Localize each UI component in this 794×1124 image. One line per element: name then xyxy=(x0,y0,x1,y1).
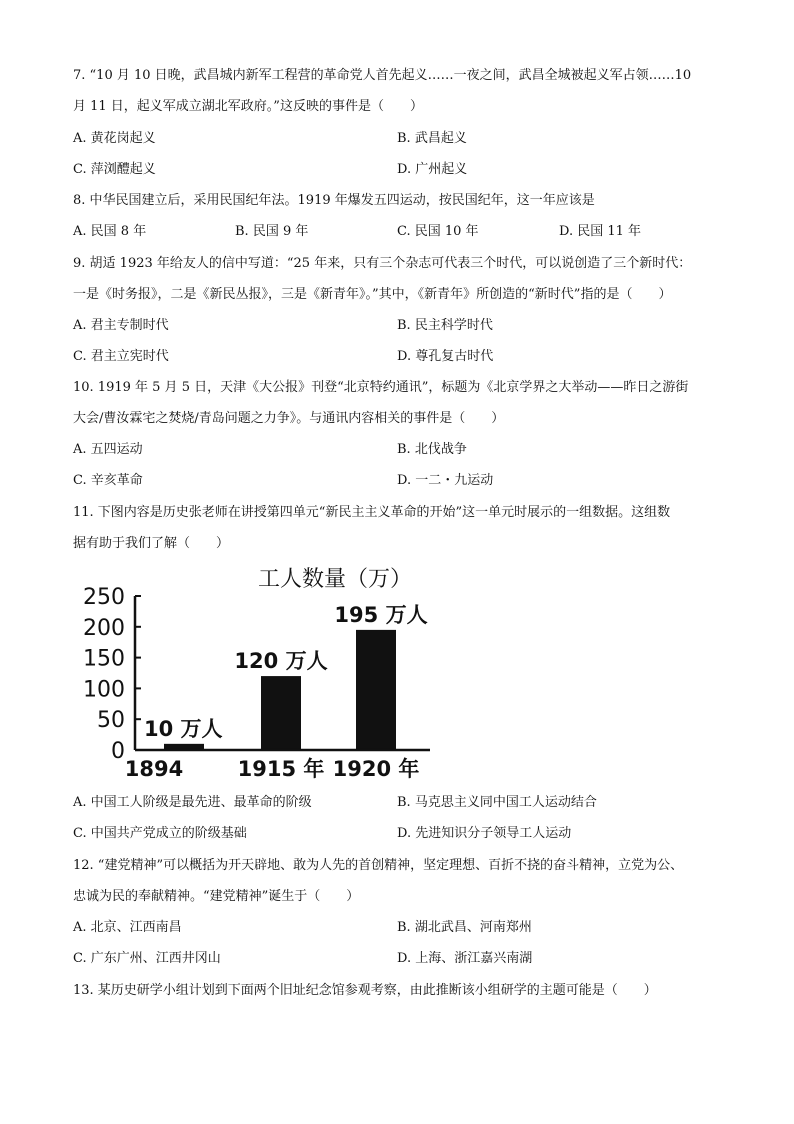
q10-option-b[interactable]: B. 北伐战争 xyxy=(397,442,467,457)
q7-option-a[interactable]: A. 黄花岗起义 xyxy=(73,131,156,146)
q12-option-a[interactable]: A. 北京、江西南昌 xyxy=(73,920,182,935)
q10-option-c[interactable]: C. 辛亥革命 xyxy=(73,473,143,488)
q12-option-b[interactable]: B. 湖北武昌、河南郑州 xyxy=(397,920,532,935)
q7-option-b[interactable]: B. 武昌起义 xyxy=(397,131,467,146)
chart-title: 工人数量（万） xyxy=(257,567,413,592)
q7-line-2: 月 11 日，起义军成立湖北军政府。”这反映的事件是（ ） xyxy=(73,99,423,114)
q12-option-d[interactable]: D. 上海、浙江嘉兴南湖 xyxy=(397,951,533,966)
q12-line-2: 忠诚为民的奉献精神。“建党精神”诞生于（ ） xyxy=(73,889,360,904)
q12-option-c[interactable]: C. 广东广州、江西井冈山 xyxy=(73,951,221,966)
q7-option-d[interactable]: D. 广州起义 xyxy=(397,162,468,177)
q9-line-2: 一是《时务报》，二是《新民丛报》，三是《新青年》。”其中，《新青年》所创造的“新时代”指的是（ ） xyxy=(73,287,672,302)
x-tick-label: 1915 年 xyxy=(237,757,325,781)
q9-option-d[interactable]: D. 尊孔复古时代 xyxy=(397,349,494,364)
y-tick-label: 100 xyxy=(83,677,125,703)
q10-option-d[interactable]: D. 一二・九运动 xyxy=(397,473,494,488)
y-tick-label: 0 xyxy=(111,739,125,764)
q8-option-d[interactable]: D. 民国 11 年 xyxy=(559,224,642,239)
y-tick-label: 50 xyxy=(97,708,125,734)
q7-option-c[interactable]: C. 萍浏醴起义 xyxy=(73,162,156,177)
q8-option-b[interactable]: B. 民国 9 年 xyxy=(235,224,309,239)
y-tick-label: 200 xyxy=(83,615,125,641)
x-tick-label: 1894 xyxy=(124,757,184,781)
q10-line-1: 10. 1919 年 5 月 5 日，天津《大公报》刊登“北京特约通讯”，标题为《北京学界之大举动——昨日之游街 xyxy=(73,380,689,395)
q12-line-1: 12. “建党精神”可以概括为开天辟地、敢为人先的首创精神，坚定理想、百折不挠的奋斗精神，立党为公、 xyxy=(73,858,684,873)
bar xyxy=(356,630,396,750)
q11-line-2: 据有助于我们了解（ ） xyxy=(73,536,230,551)
q10-line-2: 大会/曹汝霖宅之焚烧/青岛问题之力争》。与通讯内容相关的事件是（ ） xyxy=(73,411,505,426)
q9-option-b[interactable]: B. 民主科学时代 xyxy=(397,318,493,333)
workers-bar-chart xyxy=(70,562,470,784)
q7-line-1: 7. “10 月 10 日晚，武昌城内新军工程营的革命党人首先起义……一夜之间，武昌全城被起义军占领……10 xyxy=(73,68,692,83)
q11-option-b[interactable]: B. 马克思主义同中国工人运动结合 xyxy=(397,795,597,810)
q11-option-d[interactable]: D. 先进知识分子领导工人运动 xyxy=(397,826,572,841)
data-label: 10 万人 xyxy=(144,716,223,741)
q11-line-1: 11. 下图内容是历史张老师在讲授第四单元“新民主主义革命的开始”这一单元时展示的一组数据。这组数 xyxy=(73,505,671,520)
data-label: 120 万人 xyxy=(234,649,328,674)
q8-line-1: 8. 中华民国建立后，采用民国纪年法。1919 年爆发五四运动，按民国纪年，这一年应该是 xyxy=(73,193,595,208)
y-tick-label: 250 xyxy=(83,585,125,610)
bar xyxy=(261,676,301,750)
y-tick-label: 150 xyxy=(83,646,125,672)
q9-option-a[interactable]: A. 君主专制时代 xyxy=(73,318,169,333)
q13-line-1: 13. 某历史研学小组计划到下面两个旧址纪念馆参观考察，由此推断该小组研学的主题可能是（ ） xyxy=(73,983,657,998)
q9-line-1: 9. 胡适 1923 年给友人的信中写道：“25 年来，只有三个杂志可代表三个时代，可以说创造了三个新时代： xyxy=(73,256,692,271)
q10-option-a[interactable]: A. 五四运动 xyxy=(73,442,143,457)
q8-option-a[interactable]: A. 民国 8 年 xyxy=(73,224,147,239)
x-tick-label: 1920 年 xyxy=(332,757,420,781)
q9-option-c[interactable]: C. 君主立宪时代 xyxy=(73,349,169,364)
data-label: 195 万人 xyxy=(334,602,428,627)
q11-option-a[interactable]: A. 中国工人阶级是最先进、最革命的阶级 xyxy=(73,795,312,810)
q8-option-c[interactable]: C. 民国 10 年 xyxy=(397,224,479,239)
q11-option-c[interactable]: C. 中国共产党成立的阶级基础 xyxy=(73,826,247,841)
